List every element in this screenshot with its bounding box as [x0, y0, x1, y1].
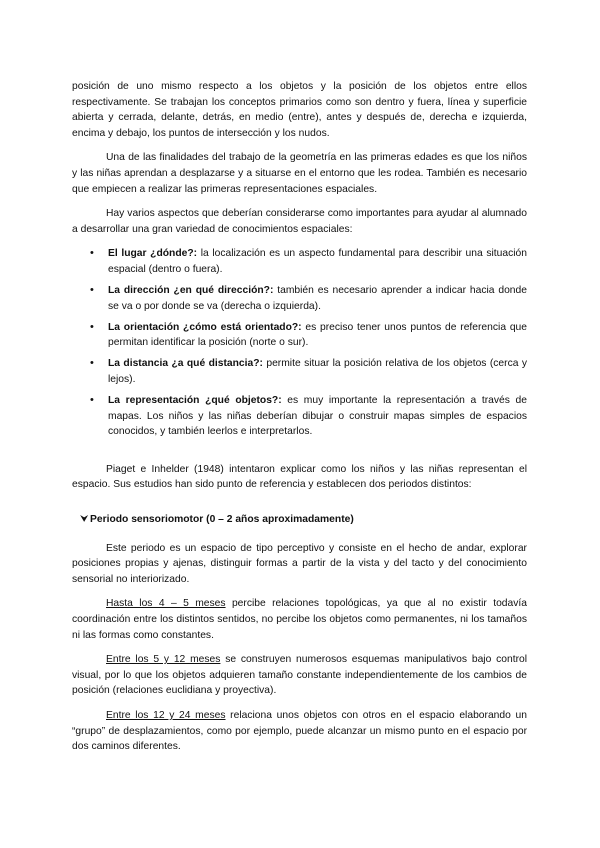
paragraph-stage-3: [72, 708, 527, 755]
stage-text: relaciona unos objetos con otros en el espacio elaborando un “grupo” de desplazamientos, como por ejemplo, puede alcanzar un mismo punto en el espacio por dos caminos diferentes.: [72, 710, 527, 753]
list-item: [72, 320, 527, 351]
stage-text: percibe relaciones topológicas, ya que al no existir todavía coordinación entre los distintos sentidos, no percibe los objetos como permanentes, ni los tamaños ni las formas como constantes.: [72, 598, 527, 641]
stage-lead: Entre los 5 y 12 meses: [106, 654, 221, 666]
list-item-text: es muy importante la representación a través de mapas. Los niños y las niñas deberían dibujar o construir mapas simples de espacios conocidos, y también leerlos e interpretarlos.: [108, 395, 527, 438]
list-item-term: El lugar ¿dónde?:: [108, 248, 198, 260]
bullet-icon: •: [90, 247, 94, 260]
list-item: [72, 393, 527, 440]
paragraph-stage-2: [72, 652, 527, 699]
paragraph-stage-1: [72, 596, 527, 643]
list-item: [72, 246, 527, 277]
bullet-icon: •: [90, 357, 94, 370]
page-content: [72, 79, 527, 755]
arrow-down-icon: ⮟: [80, 514, 89, 526]
section-heading-text: Periodo sensoriomotor (0 – 2 años aproximadamente): [90, 514, 354, 526]
section-heading: [72, 512, 527, 528]
aspects-list: [72, 246, 527, 440]
paragraph-geometry-goals: Una de las finalidades del trabajo de la geometría en las primeras edades es que los niños y las niñas aprendan a desplazarse y a situarse en el entorno que les rodea. También es necesario que empiecen a realizar las primeras representaciones espaciales.: [72, 152, 527, 195]
paragraph-sensorimotor-intro: Este periodo es un espacio de tipo perceptivo y consiste en el hecho de andar, explorar posiciones propias y ajenas, distinguir formas a partir de la vista y del tacto y del conocimiento sensorial no interiorizado.: [72, 542, 527, 585]
list-item-text: permite situar la posición relativa de los objetos (cerca y lejos).: [108, 358, 528, 385]
list-item-term: La representación ¿qué objetos?:: [108, 395, 282, 407]
stage-lead: Hasta los 4 – 5 meses: [106, 598, 226, 610]
bullet-icon: •: [90, 284, 94, 297]
list-item-term: La dirección ¿en qué dirección?:: [108, 285, 274, 297]
list-item-term: La orientación ¿cómo está orientado?:: [108, 321, 302, 333]
list-item-text: también es necesario aprender a indicar hacia donde se va o por donde se va (derecha o izquierda).: [108, 285, 527, 312]
list-item-text: la localización es un aspecto fundamental para describir una situación espacial (dentro o fuera).: [108, 248, 527, 275]
list-item: [72, 283, 527, 314]
list-item-text: es preciso tener unos puntos de referencia que permitan identificar la posición (norte o sur).: [108, 321, 528, 349]
list-item: [72, 356, 527, 387]
paragraph-piaget: Piaget e Inhelder (1948) intentaron explicar como los niños y las niñas representan el espacio. Sus estudios han sido punto de referencia y establecen dos periodos distintos:: [72, 463, 527, 491]
stage-lead: Entre los 12 y 24 meses: [106, 710, 226, 721]
bullet-icon: •: [90, 394, 94, 407]
paragraph-aspects-intro: Hay varios aspectos que deberían considerarse como importantes para ayudar al alumnado a desarrollar una gran variedad de conocimientos espaciales:: [72, 208, 527, 235]
bullet-icon: •: [90, 320, 94, 333]
list-item-term: La distancia ¿a qué distancia?:: [108, 358, 263, 370]
stage-text: se construyen numerosos esquemas manipulativos bajo control visual, por lo que los objetos adquieren tamaño constante independientemente de los cambios de posición (relaciones euclidiana y proyectiva).: [72, 654, 528, 697]
paragraph-spatial-concepts: posición de uno mismo respecto a los objetos y la posición de los objetos entre ellos respectivamente. Se trabajan los conceptos primarios como son dentro y fuera, línea y superficie abierta y cerrada, delante, detrás, en medio (entre), antes y después de, derecha e izquierda, encima y debajo, los puntos de intersección y los nudos.: [72, 81, 527, 139]
